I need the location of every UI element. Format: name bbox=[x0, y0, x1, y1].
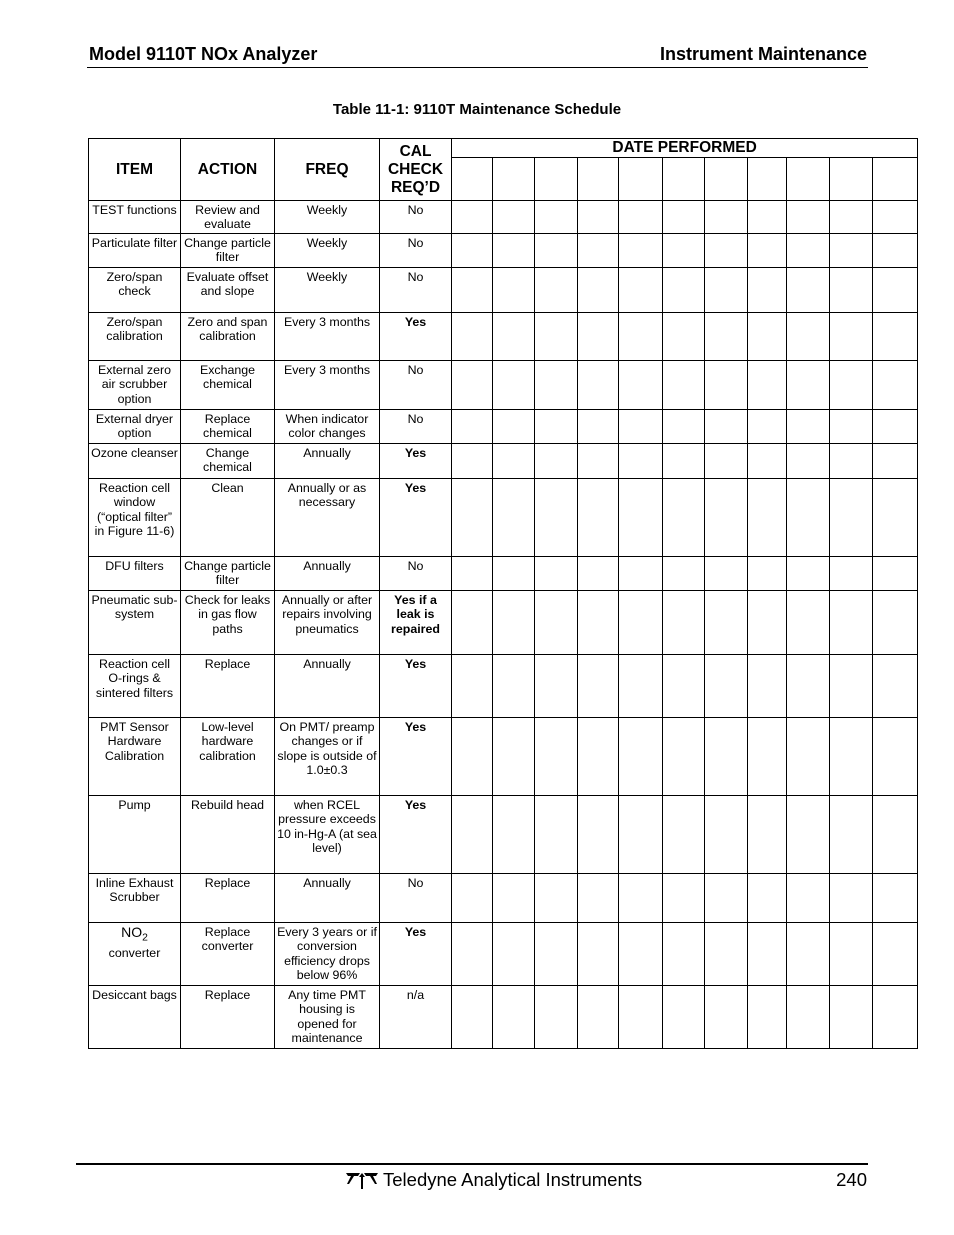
date-performed-cell bbox=[663, 718, 705, 796]
table-row bbox=[89, 986, 918, 1049]
date-performed-cell bbox=[493, 268, 535, 313]
table-row bbox=[89, 479, 918, 557]
col-header-date-performed: DATE PERFORMED bbox=[452, 139, 918, 158]
date-performed-cell bbox=[873, 557, 918, 591]
date-performed-cell bbox=[787, 923, 830, 986]
date-performed-cell bbox=[578, 591, 619, 655]
cell-item: Pump bbox=[89, 796, 181, 874]
date-performed-cell bbox=[787, 655, 830, 718]
date-performed-cell bbox=[830, 923, 873, 986]
date-performed-cell bbox=[535, 361, 578, 410]
table-row bbox=[89, 444, 918, 479]
date-performed-cell bbox=[873, 718, 918, 796]
date-performed-cell bbox=[663, 591, 705, 655]
date-performed-cell bbox=[493, 444, 535, 479]
date-performed-cell bbox=[619, 361, 663, 410]
date-performed-cell bbox=[873, 234, 918, 268]
date-performed-cell bbox=[452, 234, 493, 268]
cell-freq: Every 3 years or if conversion efficiency drops below 96% bbox=[275, 923, 380, 986]
cell-freq: Annually bbox=[275, 444, 380, 479]
date-performed-cell bbox=[535, 444, 578, 479]
cell-cal-check: Yes bbox=[380, 796, 452, 874]
cell-action: Review and evaluate bbox=[181, 201, 275, 234]
date-performed-cell bbox=[619, 655, 663, 718]
date-performed-cell bbox=[705, 268, 748, 313]
date-performed-cell bbox=[663, 361, 705, 410]
date-performed-slot bbox=[748, 158, 787, 201]
cell-item bbox=[89, 923, 181, 986]
date-performed-cell bbox=[578, 874, 619, 923]
date-performed-cell bbox=[787, 361, 830, 410]
date-performed-cell bbox=[578, 268, 619, 313]
footer-company: Teledyne Analytical Instruments bbox=[383, 1169, 643, 1190]
date-performed-cell bbox=[535, 479, 578, 557]
date-performed-slot bbox=[452, 158, 493, 201]
date-performed-cell bbox=[619, 796, 663, 874]
date-performed-cell bbox=[535, 986, 578, 1049]
date-performed-cell bbox=[578, 986, 619, 1049]
date-performed-cell bbox=[452, 557, 493, 591]
date-performed-slot bbox=[535, 158, 578, 201]
running-header-section: Instrument Maintenance bbox=[659, 44, 867, 64]
date-performed-cell bbox=[787, 718, 830, 796]
cell-freq: Every 3 months bbox=[275, 361, 380, 410]
page-number: 240 bbox=[836, 1169, 867, 1190]
cell-item: DFU filters bbox=[89, 557, 181, 591]
date-performed-cell bbox=[705, 986, 748, 1049]
date-performed-cell bbox=[748, 557, 787, 591]
date-performed-cell bbox=[787, 796, 830, 874]
date-performed-cell bbox=[705, 410, 748, 444]
table-row bbox=[89, 923, 918, 986]
date-performed-cell bbox=[535, 313, 578, 361]
cell-action: Replace chemical bbox=[181, 410, 275, 444]
date-performed-cell bbox=[535, 268, 578, 313]
date-performed-cell bbox=[748, 655, 787, 718]
date-performed-cell bbox=[705, 655, 748, 718]
date-performed-cell bbox=[705, 591, 748, 655]
date-performed-cell bbox=[705, 557, 748, 591]
date-performed-slot bbox=[787, 158, 830, 201]
date-performed-cell bbox=[748, 986, 787, 1049]
cell-action: Replace bbox=[181, 655, 275, 718]
cell-item: Desiccant bags bbox=[89, 986, 181, 1049]
date-performed-cell bbox=[619, 201, 663, 234]
date-performed-cell bbox=[830, 718, 873, 796]
date-performed-cell bbox=[705, 234, 748, 268]
date-performed-cell bbox=[493, 923, 535, 986]
date-performed-cell bbox=[578, 444, 619, 479]
col-header-action: ACTION bbox=[181, 139, 275, 201]
date-performed-cell bbox=[493, 986, 535, 1049]
date-performed-cell bbox=[873, 655, 918, 718]
date-performed-cell bbox=[830, 313, 873, 361]
date-performed-cell bbox=[748, 201, 787, 234]
date-performed-cell bbox=[452, 986, 493, 1049]
date-performed-cell bbox=[493, 234, 535, 268]
date-performed-cell bbox=[535, 201, 578, 234]
date-performed-cell bbox=[705, 923, 748, 986]
cell-action: Exchange chemical bbox=[181, 361, 275, 410]
cell-cal-check: Yes bbox=[380, 444, 452, 479]
date-performed-cell bbox=[493, 410, 535, 444]
date-performed-cell bbox=[873, 313, 918, 361]
cell-item: Reaction cell O-rings & sintered filters bbox=[89, 655, 181, 718]
date-performed-cell bbox=[619, 234, 663, 268]
cell-cal-check: Yes bbox=[380, 923, 452, 986]
date-performed-cell bbox=[452, 796, 493, 874]
cell-cal-check: No bbox=[380, 557, 452, 591]
date-performed-cell bbox=[493, 557, 535, 591]
cell-cal-check: No bbox=[380, 410, 452, 444]
cell-cal-check: Yes bbox=[380, 313, 452, 361]
date-performed-cell bbox=[619, 986, 663, 1049]
date-performed-cell bbox=[619, 444, 663, 479]
date-performed-cell bbox=[663, 234, 705, 268]
date-performed-cell bbox=[787, 444, 830, 479]
table-row bbox=[89, 410, 918, 444]
date-performed-cell bbox=[663, 410, 705, 444]
date-performed-cell bbox=[619, 268, 663, 313]
date-performed-cell bbox=[535, 923, 578, 986]
cell-cal-check: Yes bbox=[380, 655, 452, 718]
date-performed-cell bbox=[663, 874, 705, 923]
date-performed-cell bbox=[873, 410, 918, 444]
date-performed-cell bbox=[619, 718, 663, 796]
table-row bbox=[89, 718, 918, 796]
date-performed-cell bbox=[493, 718, 535, 796]
date-performed-cell bbox=[705, 874, 748, 923]
date-performed-cell bbox=[787, 313, 830, 361]
cell-item: Inline Exhaust Scrubber bbox=[89, 874, 181, 923]
date-performed-cell bbox=[452, 718, 493, 796]
date-performed-cell bbox=[493, 313, 535, 361]
cell-freq: Annually or after repairs involving pneumatics bbox=[275, 591, 380, 655]
cell-freq: Weekly bbox=[275, 201, 380, 234]
date-performed-cell bbox=[619, 591, 663, 655]
cell-item: Reaction cell window (“optical filter” in Figure 11-6) bbox=[89, 479, 181, 557]
date-performed-cell bbox=[748, 361, 787, 410]
date-performed-cell bbox=[452, 313, 493, 361]
footer-rule bbox=[76, 1163, 868, 1165]
date-performed-cell bbox=[578, 655, 619, 718]
cell-action: Replace bbox=[181, 874, 275, 923]
cell-action: Clean bbox=[181, 479, 275, 557]
date-performed-cell bbox=[873, 268, 918, 313]
date-performed-cell bbox=[787, 479, 830, 557]
cell-freq: Annually or as necessary bbox=[275, 479, 380, 557]
cell-item: External zero air scrubber option bbox=[89, 361, 181, 410]
table-row bbox=[89, 361, 918, 410]
date-performed-cell bbox=[452, 923, 493, 986]
cell-cal-check: No bbox=[380, 234, 452, 268]
date-performed-cell bbox=[578, 557, 619, 591]
date-performed-cell bbox=[748, 874, 787, 923]
table-row bbox=[89, 234, 918, 268]
date-performed-cell bbox=[873, 591, 918, 655]
table-row bbox=[89, 268, 918, 313]
running-header-model: Model 9110T NOx Analyzer bbox=[89, 44, 318, 64]
date-performed-cell bbox=[748, 444, 787, 479]
date-performed-slot bbox=[830, 158, 873, 201]
date-performed-cell bbox=[578, 796, 619, 874]
date-performed-cell bbox=[663, 268, 705, 313]
date-performed-cell bbox=[873, 923, 918, 986]
date-performed-cell bbox=[663, 796, 705, 874]
date-performed-cell bbox=[748, 796, 787, 874]
cell-action: Evaluate offset and slope bbox=[181, 268, 275, 313]
date-performed-cell bbox=[578, 234, 619, 268]
date-performed-cell bbox=[705, 313, 748, 361]
cell-item: Zero/span check bbox=[89, 268, 181, 313]
date-performed-cell bbox=[452, 201, 493, 234]
date-performed-cell bbox=[830, 361, 873, 410]
date-performed-cell bbox=[830, 655, 873, 718]
cell-freq: Weekly bbox=[275, 234, 380, 268]
cell-freq: Any time PMT housing is opened for maintenance bbox=[275, 986, 380, 1049]
cell-cal-check: Yes bbox=[380, 479, 452, 557]
table-row bbox=[89, 796, 918, 874]
date-performed-cell bbox=[578, 923, 619, 986]
cell-action: Check for leaks in gas flow paths bbox=[181, 591, 275, 655]
table-row bbox=[89, 557, 918, 591]
table-row bbox=[89, 591, 918, 655]
date-performed-cell bbox=[748, 268, 787, 313]
date-performed-cell bbox=[830, 234, 873, 268]
date-performed-cell bbox=[830, 557, 873, 591]
date-performed-cell bbox=[578, 718, 619, 796]
col-header-cal-check: CAL CHECK REQ’D bbox=[380, 139, 452, 201]
date-performed-cell bbox=[493, 655, 535, 718]
cell-freq: Every 3 months bbox=[275, 313, 380, 361]
date-performed-cell bbox=[578, 361, 619, 410]
cell-freq: when RCEL pressure exceeds 10 in-Hg-A (at sea level) bbox=[275, 796, 380, 874]
cell-freq: Weekly bbox=[275, 268, 380, 313]
date-performed-cell bbox=[663, 479, 705, 557]
date-performed-slot bbox=[578, 158, 619, 201]
cell-item-subscript: 2 bbox=[142, 932, 148, 944]
teledyne-logo-icon bbox=[345, 1170, 379, 1190]
date-performed-cell bbox=[830, 444, 873, 479]
date-performed-cell bbox=[619, 479, 663, 557]
date-performed-cell bbox=[873, 874, 918, 923]
date-performed-cell bbox=[663, 986, 705, 1049]
date-performed-cell bbox=[663, 201, 705, 234]
cell-item: Pneumatic sub-system bbox=[89, 591, 181, 655]
date-performed-slot bbox=[619, 158, 663, 201]
cell-freq: Annually bbox=[275, 655, 380, 718]
date-performed-cell bbox=[830, 479, 873, 557]
date-performed-cell bbox=[873, 986, 918, 1049]
date-performed-cell bbox=[873, 479, 918, 557]
cell-cal-check: No bbox=[380, 201, 452, 234]
cell-action: Change particle filter bbox=[181, 234, 275, 268]
date-performed-cell bbox=[663, 557, 705, 591]
date-performed-cell bbox=[787, 410, 830, 444]
date-performed-cell bbox=[452, 444, 493, 479]
date-performed-slot bbox=[873, 158, 918, 201]
date-performed-cell bbox=[578, 313, 619, 361]
date-performed-cell bbox=[535, 874, 578, 923]
cell-action: Replace bbox=[181, 986, 275, 1049]
date-performed-slot bbox=[493, 158, 535, 201]
date-performed-cell bbox=[787, 201, 830, 234]
date-performed-cell bbox=[873, 361, 918, 410]
col-header-item: ITEM bbox=[89, 139, 181, 201]
date-performed-cell bbox=[619, 410, 663, 444]
date-performed-cell bbox=[705, 201, 748, 234]
date-performed-cell bbox=[705, 444, 748, 479]
date-performed-cell bbox=[787, 986, 830, 1049]
date-performed-cell bbox=[705, 479, 748, 557]
date-performed-cell bbox=[619, 557, 663, 591]
date-performed-cell bbox=[663, 313, 705, 361]
date-performed-cell bbox=[663, 444, 705, 479]
cell-item: External dryer option bbox=[89, 410, 181, 444]
cell-item: Zero/span calibration bbox=[89, 313, 181, 361]
col-header-freq: FREQ bbox=[275, 139, 380, 201]
date-performed-cell bbox=[663, 655, 705, 718]
date-performed-cell bbox=[535, 718, 578, 796]
date-performed-cell bbox=[748, 718, 787, 796]
date-performed-cell bbox=[787, 557, 830, 591]
date-performed-cell bbox=[452, 361, 493, 410]
cell-action: Rebuild head bbox=[181, 796, 275, 874]
date-performed-cell bbox=[493, 201, 535, 234]
cell-freq: When indicator color changes bbox=[275, 410, 380, 444]
cell-action: Replace converter bbox=[181, 923, 275, 986]
date-performed-cell bbox=[787, 874, 830, 923]
cell-cal-check: No bbox=[380, 361, 452, 410]
cell-item: TEST functions bbox=[89, 201, 181, 234]
table-row bbox=[89, 313, 918, 361]
date-performed-cell bbox=[619, 313, 663, 361]
date-performed-cell bbox=[578, 201, 619, 234]
date-performed-cell bbox=[748, 591, 787, 655]
header-rule bbox=[87, 67, 868, 68]
date-performed-cell bbox=[830, 591, 873, 655]
cell-freq: Annually bbox=[275, 874, 380, 923]
cell-freq: Annually bbox=[275, 557, 380, 591]
date-performed-cell bbox=[830, 410, 873, 444]
date-performed-cell bbox=[830, 986, 873, 1049]
date-performed-cell bbox=[493, 874, 535, 923]
date-performed-cell bbox=[873, 444, 918, 479]
date-performed-cell bbox=[830, 874, 873, 923]
date-performed-cell bbox=[748, 410, 787, 444]
date-performed-cell bbox=[452, 268, 493, 313]
date-performed-cell bbox=[787, 268, 830, 313]
date-performed-cell bbox=[787, 591, 830, 655]
date-performed-cell bbox=[830, 796, 873, 874]
date-performed-cell bbox=[787, 234, 830, 268]
date-performed-cell bbox=[705, 361, 748, 410]
cell-item: Particulate filter bbox=[89, 234, 181, 268]
cell-item-formula: NO bbox=[121, 924, 143, 940]
date-performed-cell bbox=[452, 874, 493, 923]
table-caption: Table 11-1: 9110T Maintenance Schedule bbox=[332, 101, 622, 118]
cell-cal-check: No bbox=[380, 874, 452, 923]
date-performed-cell bbox=[452, 479, 493, 557]
date-performed-cell bbox=[535, 796, 578, 874]
cell-cal-check: Yes bbox=[380, 718, 452, 796]
date-performed-cell bbox=[493, 361, 535, 410]
date-performed-cell bbox=[830, 201, 873, 234]
cell-action: Change chemical bbox=[181, 444, 275, 479]
cell-freq: On PMT/ preamp changes or if slope is outside of 1.0±0.3 bbox=[275, 718, 380, 796]
date-performed-cell bbox=[452, 410, 493, 444]
cell-cal-check: Yes if a leak is repaired bbox=[380, 591, 452, 655]
date-performed-cell bbox=[663, 923, 705, 986]
date-performed-cell bbox=[748, 923, 787, 986]
date-performed-cell bbox=[535, 557, 578, 591]
date-performed-cell bbox=[748, 234, 787, 268]
date-performed-cell bbox=[535, 410, 578, 444]
cell-cal-check: n/a bbox=[380, 986, 452, 1049]
cell-item: Ozone cleanser bbox=[89, 444, 181, 479]
date-performed-cell bbox=[535, 234, 578, 268]
date-performed-cell bbox=[873, 201, 918, 234]
date-performed-cell bbox=[748, 313, 787, 361]
date-performed-cell bbox=[493, 479, 535, 557]
cell-action: Low-level hardware calibration bbox=[181, 718, 275, 796]
table-row bbox=[89, 655, 918, 718]
maintenance-schedule-table bbox=[88, 138, 918, 1049]
date-performed-cell bbox=[578, 479, 619, 557]
date-performed-cell bbox=[452, 655, 493, 718]
cell-item-rest: converter bbox=[108, 945, 161, 960]
date-performed-cell bbox=[830, 268, 873, 313]
table-row bbox=[89, 201, 918, 234]
table-row bbox=[89, 874, 918, 923]
date-performed-slot bbox=[705, 158, 748, 201]
date-performed-cell bbox=[619, 874, 663, 923]
date-performed-cell bbox=[873, 796, 918, 874]
date-performed-cell bbox=[619, 923, 663, 986]
date-performed-cell bbox=[452, 591, 493, 655]
date-performed-cell bbox=[535, 591, 578, 655]
cell-action: Change particle filter bbox=[181, 557, 275, 591]
cell-cal-check: No bbox=[380, 268, 452, 313]
date-performed-slot bbox=[663, 158, 705, 201]
date-performed-cell bbox=[705, 796, 748, 874]
date-performed-cell bbox=[748, 479, 787, 557]
date-performed-cell bbox=[493, 796, 535, 874]
cell-item: PMT Sensor Hardware Calibration bbox=[89, 718, 181, 796]
date-performed-cell bbox=[578, 410, 619, 444]
cell-action: Zero and span calibration bbox=[181, 313, 275, 361]
date-performed-cell bbox=[705, 718, 748, 796]
date-performed-cell bbox=[535, 655, 578, 718]
date-performed-cell bbox=[493, 591, 535, 655]
